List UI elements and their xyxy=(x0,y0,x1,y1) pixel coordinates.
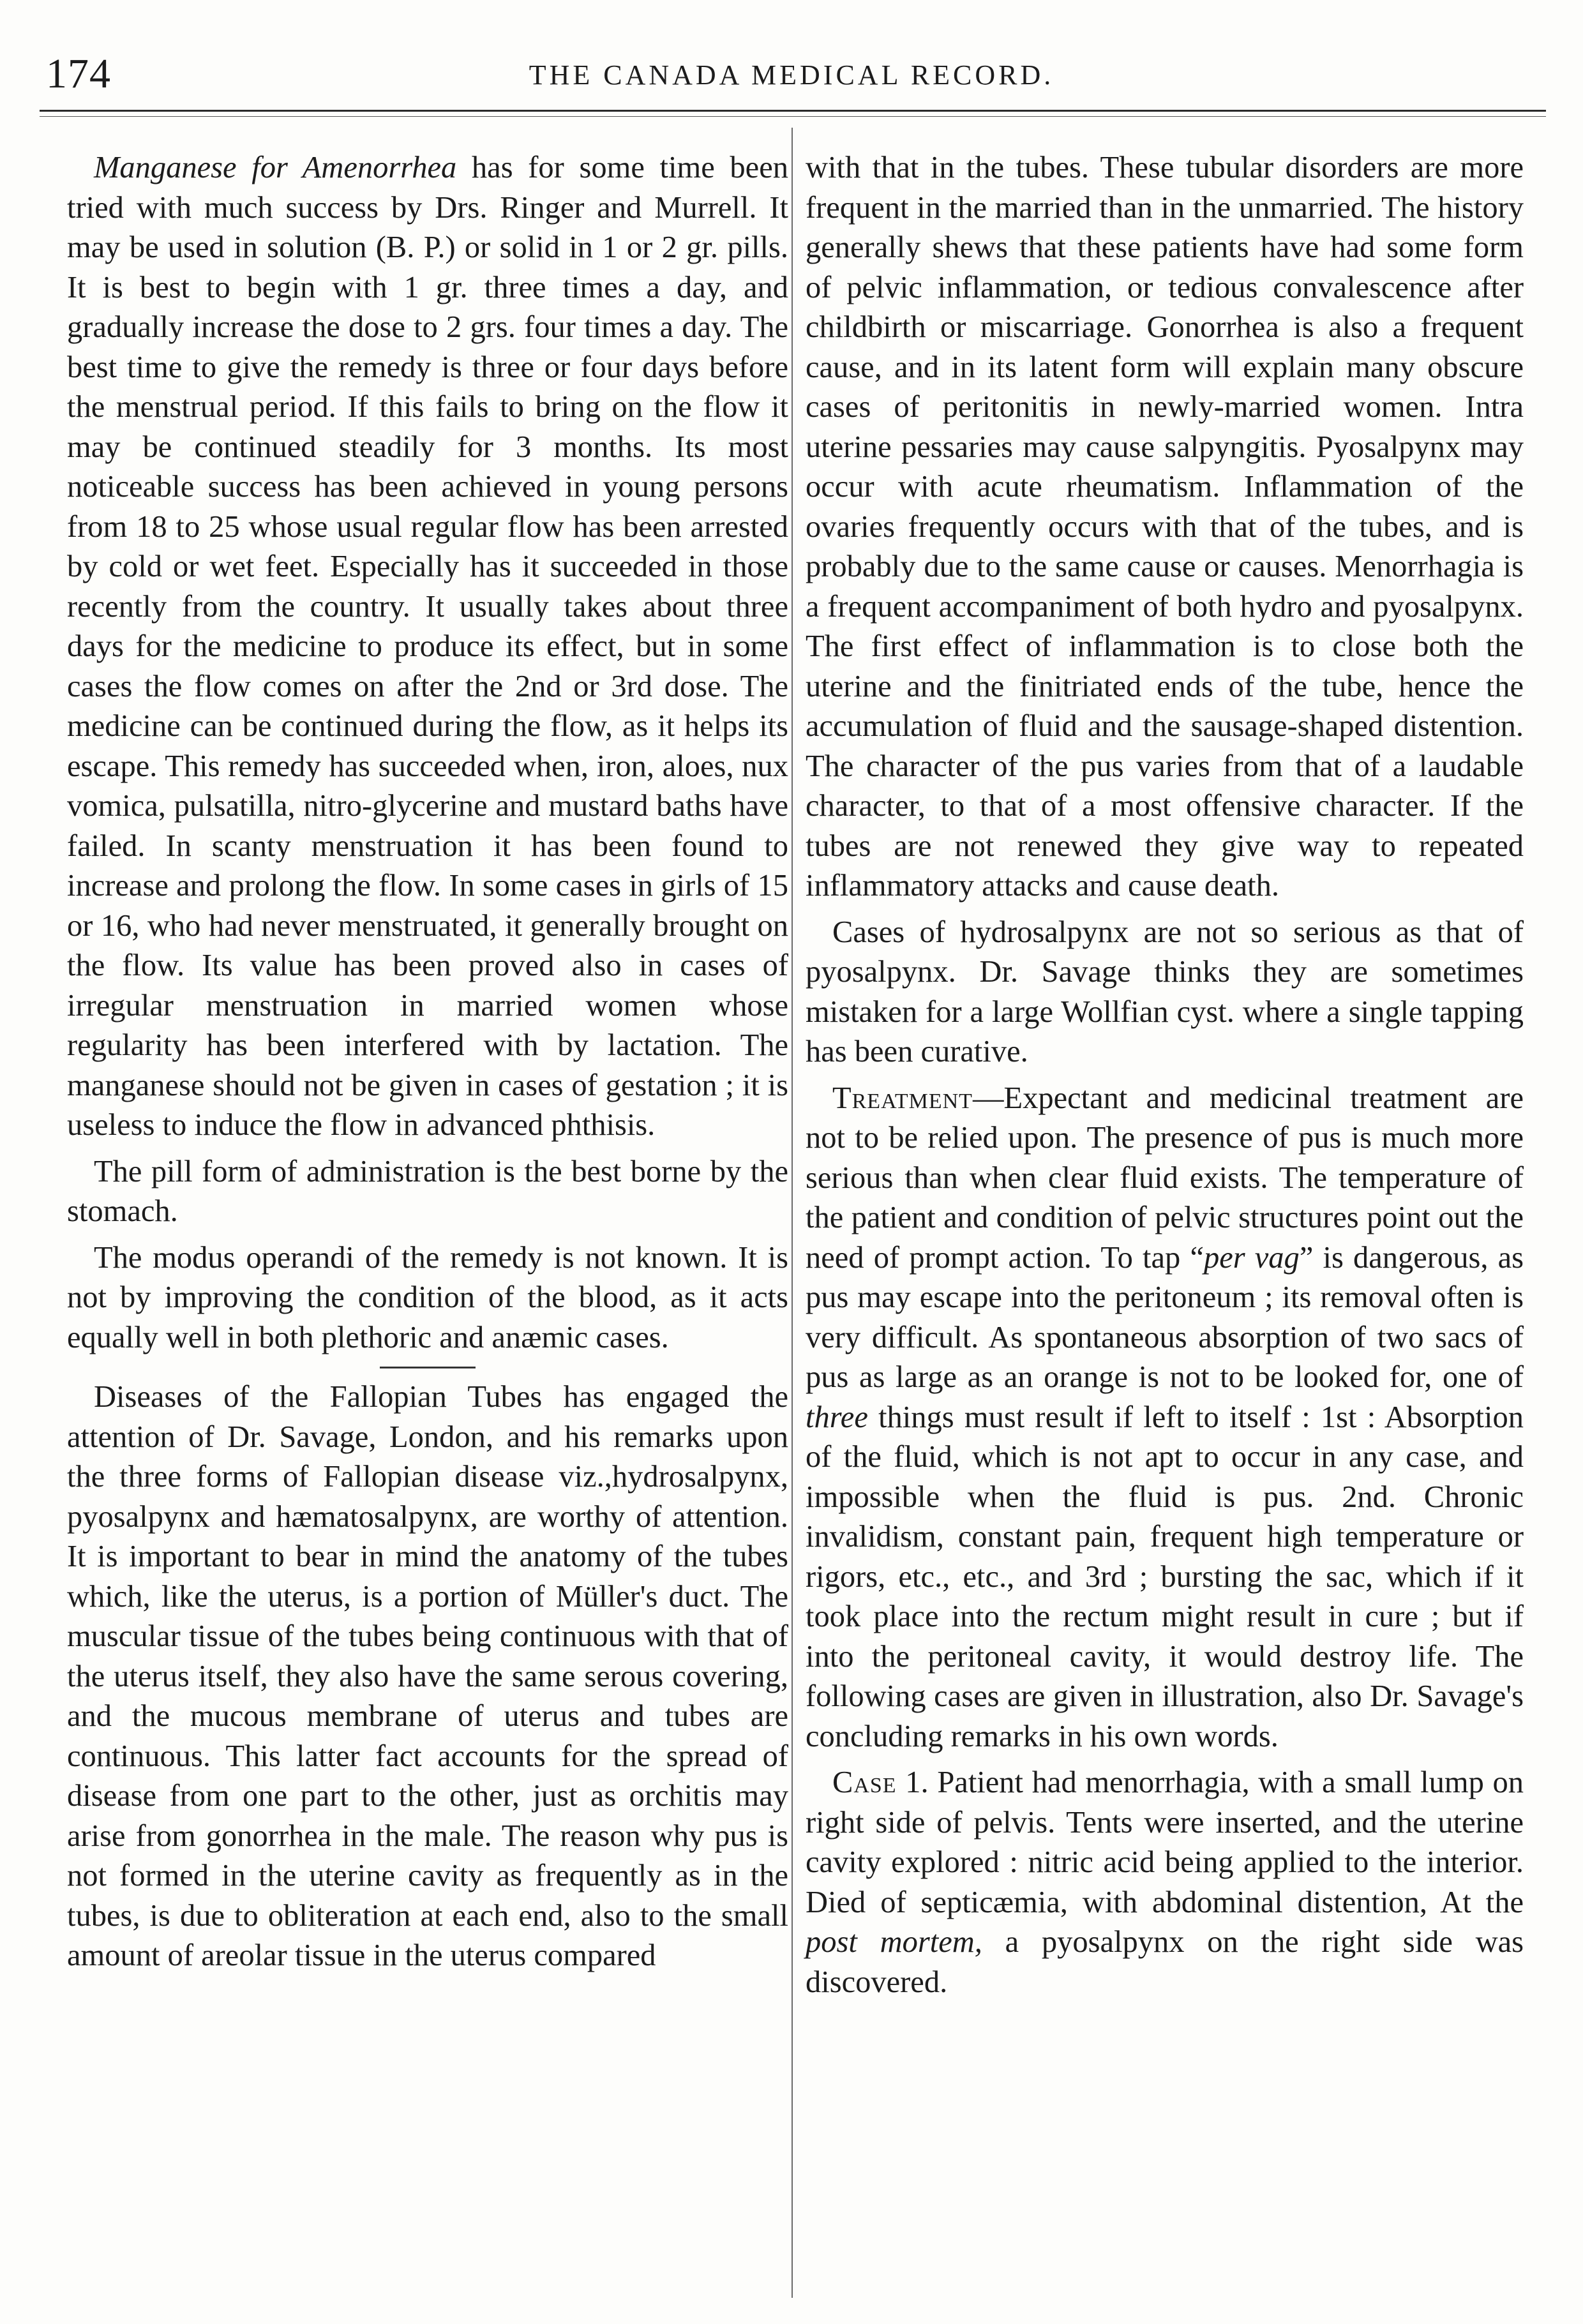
treatment-paragraph: Treatment—Expectant and medicinal treatment are not to be relied upon. The presence of pus is much more serious than when clear fluid exists. The temperature of the patient and condition of pelvic structures point out the need of prompt action. To tap “per vag” is dangerous, as pus may escape into the peritoneum ; its removal often is very difficult. As spontaneous absorption of two sacs of pus as large as an orange is not to be looked for, one of three things must result if left to itself : 1st : Absorption of the fluid, which is not apt to occur in any case, and impossible when the fluid is pus. 2nd. Chronic invalidism, constant pain, frequent high temperature or rigors, etc., etc., and 3rd ; bursting the sac, which if it took place into the rectum might result in cure ; but if into the peritoneal cavity, it would destroy life. The following cases are given in illustration, also Dr. Savage's concluding remarks in his own words. xyxy=(806,1081,1524,1753)
running-head: THE CANADA MEDICAL RECORD. xyxy=(529,59,1054,91)
column-divider xyxy=(792,128,793,2298)
header-rule-thin xyxy=(40,116,1546,117)
case-1-paragraph: Case 1. Patient had menorrhagia, with a small lump on right side of pelvis. Tents were inserted, and the uterine cavity explored : nitric acid being applied to the interior. Died of septicæmia, with abdominal distention, At the post mortem, a pyosalpynx on the right side was discovered. xyxy=(806,1765,1524,1999)
pill-form-paragraph: The pill form of administration is the best borne by the stomach. xyxy=(67,1154,788,1228)
treatment-heading: Treatment xyxy=(832,1081,973,1115)
fallopian-paragraph: Diseases of the Fallopian Tubes has engaged the attention of Dr. Savage, London, and his remarks upon the three forms of Fallopian disease viz.,hydrosalpynx, pyosalpynx and hæmatosalpynx, are worthy of attention. It is important to bear in mind the anatomy of the tubes which, like the uterus, is a portion of Müller's duct. The muscular tissue of the tubes being continuous with that of the uterus itself, they also have the same serous covering, and the mucous membrane of uterus and tubes are continuous. This latter fact accounts for the spread of disease from one part to the other, just as orchitis may arise from gonorrhea in the male. The reason why pus is not formed in the uterine cavity as frequently as in the tubes, is due to obliteration at each end, also to the small amount of areolar tissue in the uterus compared xyxy=(67,1380,788,1972)
left-column xyxy=(67,148,788,1983)
right-column xyxy=(806,148,1524,2009)
page-header xyxy=(0,50,1583,107)
modus-operandi-paragraph: The modus operandi of the remedy is not known. It is not by improving the condition of the blood, as it acts equally well in both plethoric and anæmic cases. xyxy=(67,1240,788,1354)
manganese-heading: Manganese for Amenorrhea xyxy=(94,151,457,184)
page-number: 174 xyxy=(46,50,111,97)
tubular-disorders-paragraph: with that in the tubes. These tubular disorders are more frequent in the married than in the unmarried. The history generally shews that these patients have had some form of pelvic inflammation, or tedious convalescence after childbirth or miscarriage. Gonorrhea is also a frequent cause, and in its latent form will explain many obscure cases of peritonitis in newly-married women. Intra uterine pessaries may cause salpyngitis. Pyosalpynx may occur with acute rheumatism. Inflammation of the ovaries frequently occurs with that of the tubes, and is probably due to the same cause or causes. Menorrhagia is a frequent accompaniment of both hydro and pyosalpynx. The first effect of inflammation is to close both the uterine and the finitriated ends of the tube, hence the accumulation of fluid and the sausage-shaped distention. The character of the pus varies from that of a laudable character, to that of a most offensive character. If the tubes are not renewed they give way to repeated inflammatory attacks and cause death. xyxy=(806,151,1524,903)
header-rule xyxy=(40,110,1546,112)
section-separator xyxy=(380,1367,476,1368)
hydrosalpynx-paragraph: Cases of hydrosalpynx are not so serious as that of pyosalpynx. Dr. Savage thinks they are sometimes mistaken for a large Wollfian cyst. where a single tapping has been curative. xyxy=(806,915,1524,1068)
case-heading: Case xyxy=(832,1765,897,1799)
manganese-paragraph xyxy=(67,148,788,1146)
manganese-body: has for some time been tried with much success by Drs. Ringer and Murrell. It may be used in solution (B. P.) or solid in 1 or 2 gr. pills. It is best to begin with 1 gr. three times a day, and gradually increase the dose to 2 grs. four times a day. The best time to give the remedy is three or four days before the menstrual period. If this fails to bring on the flow it may be continued steadily for 3 months. Its most noticeable success has been achieved in young persons from 18 to 25 whose usual regular flow has been arrested by cold or wet feet. Especially has it succeeded in those recently from the country. It usually takes about three days for the medicine to produce its effect, but in some cases the flow comes on after the 2nd or 3rd dose. The medicine can be continued during the flow, as it helps its escape. This remedy has succeeded when, iron, aloes, nux vomica, pulsatilla, nitro-glycerine and mustard baths have failed. In scanty menstruation it has been found to increase and prolong the flow. In some cases in girls of 15 or 16, who had never menstruated, it generally brought on the flow. Its value has been proved also in cases of irregular menstruation in married women whose regularity has been interfered with by lactation. The manganese should not be given in cases of gestation ; it is useless to induce the flow in advanced phthisis. xyxy=(67,151,788,1142)
